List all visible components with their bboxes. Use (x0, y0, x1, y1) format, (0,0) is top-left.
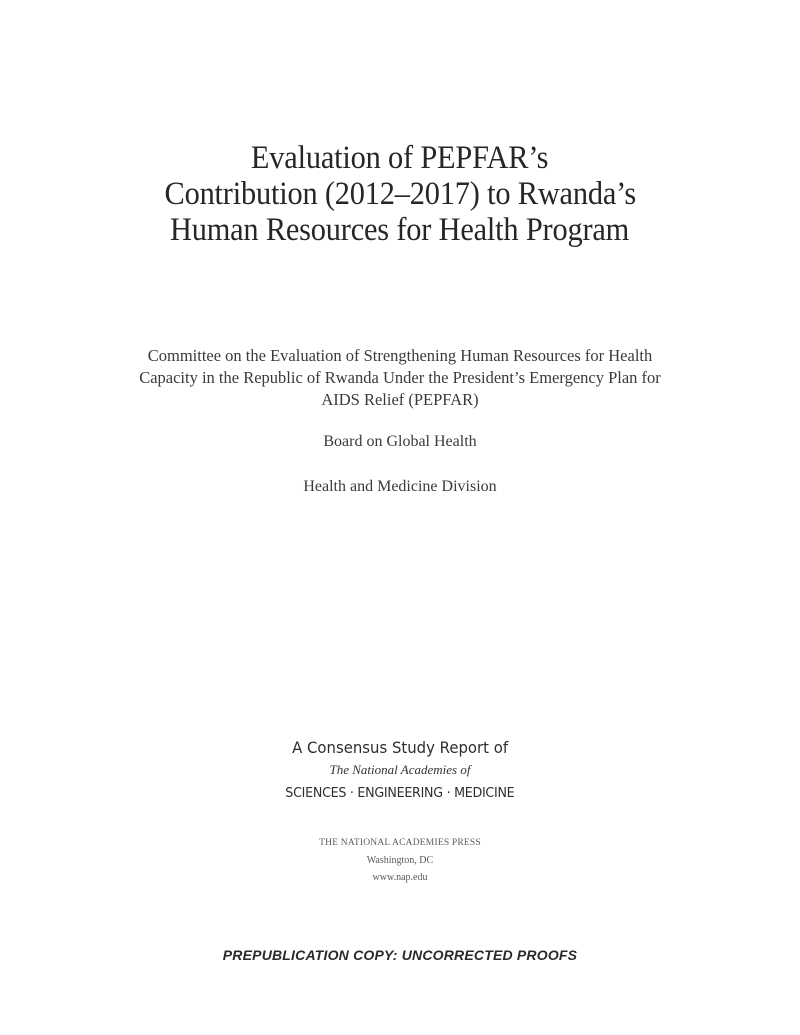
title-line-1 (0, 140, 800, 176)
title-line-2 (0, 176, 800, 212)
title-line-3 (0, 212, 800, 248)
press-name: THE NATIONAL ACADEMIES PRESS (319, 838, 481, 848)
sem-text: SCIENCES · ENGINEERING · MEDICINE (285, 785, 515, 801)
sciences-engineering-medicine-logo (0, 784, 800, 802)
committee-line-3: AIDS Relief (PEPFAR) (321, 390, 479, 409)
national-academies-label: The National Academies of (329, 762, 471, 777)
committee-line-1: Committee on the Evaluation of Strengthening Human Resources for Health (147, 346, 653, 365)
division-name: Health and Medicine Division (303, 478, 497, 495)
title-line-3-text: Human Resources for Health Program (170, 212, 630, 248)
press-url: www.nap.edu (372, 872, 428, 883)
title-line-1-text: Evaluation of PEPFAR’s (251, 140, 549, 176)
prepublication-notice: PREPUBLICATION COPY: UNCORRECTED PROOFS (222, 947, 578, 963)
consensus-study-label (0, 738, 800, 758)
press-city: Washington, DC (366, 855, 434, 866)
committee-line-2: Capacity in the Republic of Rwanda Under the President’s Emergency Plan for (139, 368, 661, 387)
board-name: Board on Global Health (323, 433, 477, 450)
consensus-study-text: A Consensus Study Report of (292, 738, 508, 757)
title-line-2-text: Contribution (2012–2017) to Rwanda’s (164, 176, 636, 212)
